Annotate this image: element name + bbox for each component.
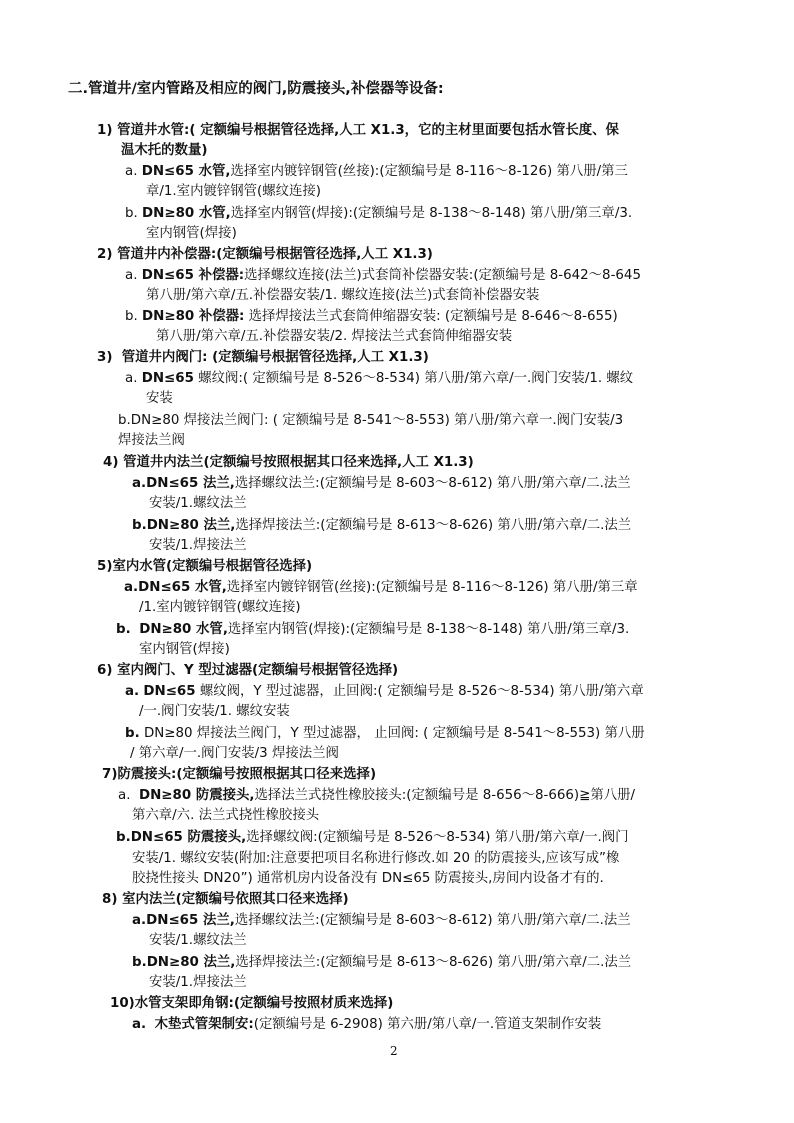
doc-title: 二.管道井/室内管路及相应的阀门,防震接头,补偿器等设备: xyxy=(68,81,444,97)
section-8-item-a-cont: 安装/1.螺纹法兰 xyxy=(149,933,247,948)
section-3-item-b-cont: 焊接法兰阀 xyxy=(118,433,185,448)
section-1-item-a-cont: 章/1.室内镀锌钢管(螺纹连接) xyxy=(146,184,322,199)
section-7-item-b-cont: 安装/1. 螺纹安装(附加:注意要把项目名称进行修改.如 20 的防震接头,应该写成”橡 xyxy=(132,851,620,866)
section-1-item-a: a. DN≤65 水管,选择室内镀锌钢管(丝接):(定额编号是 8-116～8-126) 第八册/第三 xyxy=(125,164,628,179)
section-3-item-b: b.DN≥80 焊接法兰阀门: ( 定额编号是 8-541～8-553) 第八册/第六章一.阀门安装/3 xyxy=(118,413,624,428)
section-5-item-a: a.DN≤65 水管,选择室内镀锌钢管(丝接):(定额编号是 8-116～8-126) 第八册/第三章 xyxy=(124,580,638,595)
section-10-heading: 10)水管支架即角钢:(定额编号按照材质来选择) xyxy=(110,996,394,1011)
page-number: 2 xyxy=(390,1044,398,1058)
section-8-heading: 8) 室内法兰(定额编号依照其口径来选择) xyxy=(102,892,349,907)
section-3-item-a: a. DN≤65 螺纹阀:( 定额编号是 8-526～8-534) 第八册/第六章/一.阀门安装/1. 螺纹 xyxy=(125,371,634,386)
section-10-item-a: a. 木垫式管架制安:(定额编号是 6-2908) 第六册/第八章/一.管道支架制作安装 xyxy=(132,1017,602,1032)
section-7-item-a: a. DN≥80 防震接头,选择法兰式挠性橡胶接头:(定额编号是 8-656～8-666)≧第八册/ xyxy=(118,788,636,803)
section-7-item-b: b.DN≤65 防震接头,选择螺纹阀:(定额编号是 8-526～8-534) 第八册/第六章/一.阀门 xyxy=(116,830,629,845)
section-5-item-b: b. DN≥80 水管,选择室内钢管(焊接):(定额编号是 8-138～8-148) 第八册/第三章/3. xyxy=(116,622,630,637)
section-4-item-a-cont: 安装/1.螺纹法兰 xyxy=(149,496,247,511)
section-1-item-b: b. DN≥80 水管,选择室内钢管(焊接):(定额编号是 8-138～8-148) 第八册/第三章/3. xyxy=(125,206,633,221)
section-6-item-b: b. DN≥80 焊接法兰阀门，Y 型过滤器， 止回阀: ( 定额编号是 8-541～8-553) 第八册 xyxy=(125,726,645,741)
section-3-item-a-cont: 安装 xyxy=(146,391,173,406)
section-6-item-a: a. DN≤65 螺纹阀，Y 型过滤器，止回阀:( 定额编号是 8-526～8-534) 第八册/第六章 xyxy=(125,684,644,699)
section-8-item-b-cont: 安装/1.焊接法兰 xyxy=(149,975,247,990)
section-4-item-a: a.DN≤65 法兰,选择螺纹法兰:(定额编号是 8-603～8-612) 第八册/第六章/二.法兰 xyxy=(132,476,631,491)
section-2-heading: 2) 管道井内补偿器:(定额编号根据管径选择,人工 X1.3) xyxy=(97,247,433,262)
section-6-item-b-cont: / 第六章/一.阀门安装/3 焊接法兰阀 xyxy=(130,746,339,761)
section-6-heading: 6) 室内阀门、Y 型过滤器(定额编号根据管径选择) xyxy=(97,663,399,678)
section-5-heading: 5)室内水管(定额编号根据管径选择) xyxy=(97,559,313,574)
section-5-item-b-cont: 室内钢管(焊接) xyxy=(139,642,230,657)
section-2-item-b: b. DN≥80 补偿器: 选择焊接法兰式套筒伸缩器安装: (定额编号是 8-646～8-655) xyxy=(125,309,618,324)
section-6-item-a-cont: /一.阀门安装/1. 螺纹安装 xyxy=(139,704,290,719)
section-4-heading: 4) 管道井内法兰(定额编号按照根据其口径来选择,人工 X1.3) xyxy=(103,455,474,470)
section-4-item-b-cont: 安装/1.焊接法兰 xyxy=(149,538,247,553)
section-1-heading-cont: 温木托的数量) xyxy=(121,143,208,158)
section-7-item-b-cont2: 胶挠性接头 DN20”) 通常机房内设备没有 DN≤65 防震接头,房间内设备才有的. xyxy=(132,871,604,886)
section-2-item-a-cont: 第八册/第六章/五.补偿器安装/1. 螺纹连接(法兰)式套筒补偿器安装 xyxy=(146,288,540,303)
section-7-item-a-cont: 第六章/六. 法兰式挠性橡胶接头 xyxy=(132,808,320,823)
section-8-item-b: b.DN≥80 法兰,选择焊接法兰:(定额编号是 8-613～8-626) 第八册/第六章/二.法兰 xyxy=(132,955,632,970)
section-2-item-b-cont: 第八册/第六章/五.补偿器安装/2. 焊接法兰式套筒伸缩器安装 xyxy=(156,329,513,344)
section-5-item-a-cont: /1.室内镀锌钢管(螺纹连接) xyxy=(139,600,301,615)
section-2-item-a: a. DN≤65 补偿器:选择螺纹连接(法兰)式套筒补偿器安装:(定额编号是 8-642～8-645 xyxy=(125,268,641,283)
section-4-item-b: b.DN≥80 法兰,选择焊接法兰:(定额编号是 8-613～8-626) 第八册/第六章/二.法兰 xyxy=(132,518,632,533)
section-7-heading: 7)防震接头:(定额编号按照根据其口径来选择) xyxy=(102,767,377,782)
section-1-item-b-cont: 室内钢管(焊接) xyxy=(146,226,237,241)
section-3-heading: 3) 管道井内阀门: (定额编号根据管径选择,人工 X1.3) xyxy=(97,350,429,365)
section-8-item-a: a.DN≤65 法兰,选择螺纹法兰:(定额编号是 8-603～8-612) 第八册/第六章/二.法兰 xyxy=(132,913,631,928)
section-1-heading: 1) 管道井水管:( 定额编号根据管径选择,人工 X1.3，它的主材里面要包括水管长度、保 xyxy=(97,123,619,138)
